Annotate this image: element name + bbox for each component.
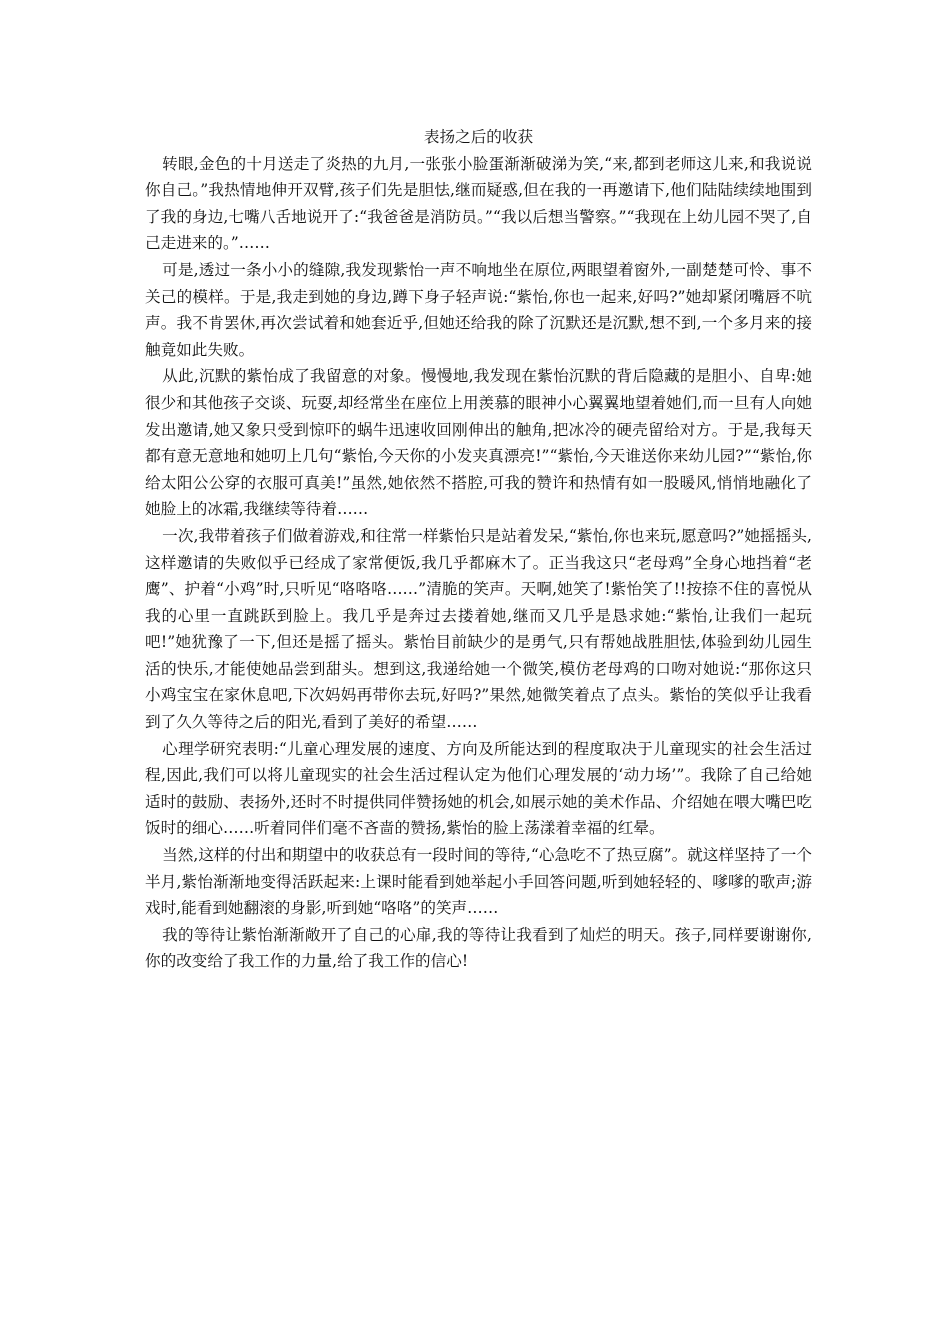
paragraph-7: 我的等待让紫怡渐渐敞开了自己的心扉,我的等待让我看到了灿烂的明天。孩子,同样要谢谢你,你的改变给了我工作的力量,给了我工作的信心!	[145, 925, 812, 971]
paragraph-4: 一次,我带着孩子们做着游戏,和往常一样紫怡只是站着发呆,“紫怡,你也来玩,愿意吗?”她摇摇头,这样邀请的失败似乎已经成了家常便饭,我几乎都麻木了。正当我这只“老母鸡”全身心地挡着“老鹰”、护着“小鸡”时,只听见“咯咯咯……”清脆的笑声。天啊,她笑了!紫怡笑了!!按捺不住的喜悦从我的心里一直跳跃到脸上。我几乎是奔过去搂着她,继而又几乎是恳求她:“紫怡,让我们一起玩吧!”她犹豫了一下,但还是摇了摇头。紫怡目前缺少的是勇气,只有帮她战胜胆怯,体验到幼儿园生活的快乐,才能使她品尝到甜头。想到这,我递给她一个微笑,模仿老母鸡的口吻对她说:“那你这只小鸡宝宝在家休息吧,下次妈妈再带你去玩,好吗?”果然,她微笑着点了点头。紫怡的笑似乎让我看到了久久等待之后的阳光,看到了美好的希望……	[145, 526, 812, 732]
paragraph-6: 当然,这样的付出和期望中的收获总有一段时间的等待,“心急吃不了热豆腐”。就这样坚持了一个半月,紫怡渐渐地变得活跃起来:上课时能看到她举起小手回答问题,听到她轻轻的、嗲嗲的歌声;游戏时,能看到她翻滚的身影,听到她“咯咯”的笑声……	[145, 846, 812, 918]
paragraph-2: 可是,透过一条小小的缝隙,我发现紫怡一声不响地坐在原位,两眼望着窗外,一副楚楚可怜、事不关己的模样。于是,我走到她的身边,蹲下身子轻声说:“紫怡,你也一起来,好吗?”她却紧闭嘴唇不吭声。我不肯罢休,再次尝试着和她套近乎,但她还给我的除了沉默还是沉默,想不到,一个多月来的接触竟如此失败。	[145, 260, 812, 359]
document-page	[145, 124, 812, 975]
paragraph-1: 转眼,金色的十月送走了炎热的九月,一张张小脸蛋渐渐破涕为笑,“来,都到老师这儿来,和我说说你自己。”我热情地伸开双臂,孩子们先是胆怯,继而疑惑,但在我的一再邀请下,他们陆陆续续地围到了我的身边,七嘴八舌地说开了:“我爸爸是消防员。”“我以后想当警察。”“我现在上幼儿园不哭了,自己走进来的。”……	[145, 154, 812, 253]
paragraph-3: 从此,沉默的紫怡成了我留意的对象。慢慢地,我发现在紫怡沉默的背后隐藏的是胆小、自卑:她很少和其他孩子交谈、玩耍,却经常坐在座位上用羡慕的眼神小心翼翼地望着她们,而一旦有人向她发出邀请,她又象只受到惊吓的蜗牛迅速收回刚伸出的触角,把冰冷的硬壳留给对方。于是,我每天都有意无意地和她叨上几句“紫怡,今天你的小发夹真漂亮!”“紫怡,今天谁送你来幼儿园?”“紫怡,你给太阳公公穿的衣服可真美!”虽然,她依然不搭腔,可我的赞许和热情有如一股暖风,悄悄地融化了她脸上的冰霜,我继续等待着……	[145, 367, 812, 519]
paragraph-5: 心理学研究表明:“儿童心理发展的速度、方向及所能达到的程度取决于儿童现实的社会生活过程,因此,我们可以将儿童现实的社会生活过程认定为他们心理发展的‘动力场’”。我除了自己给她适时的鼓励、表扬外,还时不时提供同伴赞扬她的机会,如展示她的美术作品、介绍她在喂大嘴巴吃饭时的细心……听着同伴们毫不吝啬的赞扬,紫怡的脸上荡漾着幸福的红晕。	[145, 739, 812, 838]
document-title: 表扬之后的收获	[423, 128, 534, 146]
